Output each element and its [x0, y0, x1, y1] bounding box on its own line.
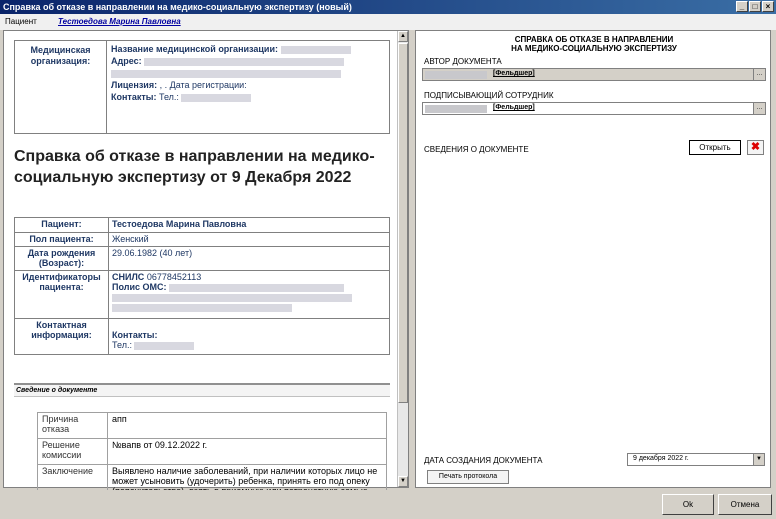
sex-row-label: Пол пациента:: [15, 233, 109, 247]
window-title: Справка об отказе в направлении на медико-социальную экспертизу (новый): [3, 2, 352, 12]
decision-label: Решение комиссии: [38, 439, 108, 465]
patient-label: Пациент: [5, 17, 37, 26]
contact-row-value: [109, 319, 390, 355]
conclusion-value: Выявлено наличие заболеваний, при наличии которых лицо не может усыновить (удочерить) ребенка, принять его под опеку: [108, 465, 387, 511]
org-contacts-text: Тел.:: [158, 92, 179, 102]
contacts-label: Контакты:: [112, 330, 158, 340]
signer-value: [Фельдшер]: [493, 104, 535, 111]
conclusion-label: Заключение: [38, 465, 108, 511]
cancel-button[interactable]: Отмена: [718, 494, 772, 515]
date-value: 9 декабря 2022 г.: [633, 455, 689, 462]
redacted-text: [134, 342, 194, 350]
redacted-text: [112, 304, 292, 312]
organization-table: [14, 40, 390, 134]
vertical-scrollbar[interactable]: [397, 31, 408, 487]
oms-label: Полис ОМС:: [112, 282, 167, 292]
print-protocol-button[interactable]: Печать протокола: [427, 470, 509, 484]
document-properties-pane: [415, 30, 771, 488]
ids-row-label: Идентификаторы пациента:: [15, 271, 109, 319]
signer-dropdown-icon[interactable]: …: [753, 103, 765, 114]
dialog-footer: [0, 490, 776, 519]
scroll-up-icon[interactable]: ▲: [398, 31, 408, 42]
delete-icon[interactable]: ✖: [747, 140, 764, 155]
doc-info-label: СВЕДЕНИЯ О ДОКУМЕНТЕ: [424, 145, 529, 154]
org-license-text: , . Дата регистрации:: [159, 80, 247, 90]
side-title: [416, 35, 772, 53]
close-button[interactable]: ×: [762, 1, 774, 12]
org-address-label: Адрес:: [111, 56, 142, 66]
patient-row-value: Тестоедова Марина Павловна: [109, 218, 390, 233]
decision-value: №вапв от 09.12.2022 г.: [108, 439, 387, 465]
reason-label: Причина отказа: [38, 413, 108, 439]
redacted-text: [281, 46, 351, 54]
ids-row-value: [109, 271, 390, 319]
org-name-label: Название медицинской организации:: [111, 44, 278, 54]
org-contacts-label: Контакты:: [111, 92, 157, 102]
document-preview-pane: [3, 30, 409, 488]
side-title-line1: СПРАВКА ОБ ОТКАЗЕ В НАПРАВЛЕНИИ: [514, 35, 674, 44]
date-label: ДАТА СОЗДАНИЯ ДОКУМЕНТА: [424, 456, 543, 465]
redacted-text: [181, 94, 251, 102]
author-dropdown-icon[interactable]: …: [753, 69, 765, 80]
scroll-thumb[interactable]: [398, 43, 408, 403]
signer-combo[interactable]: [422, 102, 766, 115]
section-header: Сведение о документе: [14, 383, 390, 397]
dob-row-label: Дата рождения (Возраст):: [15, 247, 109, 271]
open-button[interactable]: Открыть: [689, 140, 741, 155]
redacted-text: [425, 105, 487, 113]
redacted-text: [111, 70, 341, 78]
minimize-button[interactable]: _: [736, 1, 748, 12]
redacted-text: [425, 71, 487, 79]
scroll-down-icon[interactable]: ▼: [398, 476, 408, 487]
redacted-text: [112, 294, 352, 302]
signer-label: ПОДПИСЫВАЮЩИЙ СОТРУДНИК: [424, 91, 554, 100]
org-label: Медицинская организация:: [15, 41, 107, 133]
redacted-text: [169, 284, 344, 292]
reason-value: апп: [108, 413, 387, 439]
patient-table: [14, 217, 390, 355]
snils-label: СНИЛС: [112, 272, 145, 282]
window-titlebar: [0, 0, 776, 14]
author-label: АВТОР ДОКУМЕНТА: [424, 57, 502, 66]
document-title: Справка об отказе в направлении на медико-социальную экспертизу от 9 Декабря 2022: [14, 148, 375, 186]
sex-row-value: Женский: [109, 233, 390, 247]
date-picker[interactable]: [627, 453, 765, 466]
org-license-label: Лицензия:: [111, 80, 158, 90]
side-title-line2: НА МЕДИКО-СОЦИАЛЬНУЮ ЭКСПЕРТИЗУ: [511, 44, 677, 53]
date-dropdown-icon[interactable]: ▼: [753, 454, 764, 465]
patient-name-link[interactable]: Тестоедова Марина Павловна: [58, 17, 181, 26]
redacted-text: [144, 58, 344, 66]
author-value: [Фельдшер]: [493, 70, 535, 77]
ok-button[interactable]: Ok: [662, 494, 714, 515]
snils-value: 06778452113: [146, 272, 202, 282]
patient-bar: [0, 14, 776, 30]
dob-row-value: 29.06.1982 (40 лет): [109, 247, 390, 271]
tel-label: Тел.:: [112, 340, 132, 350]
contact-row-label: Контактная информация:: [15, 319, 109, 355]
author-combo[interactable]: [422, 68, 766, 81]
maximize-button[interactable]: □: [749, 1, 761, 12]
patient-row-label: Пациент:: [15, 218, 109, 233]
